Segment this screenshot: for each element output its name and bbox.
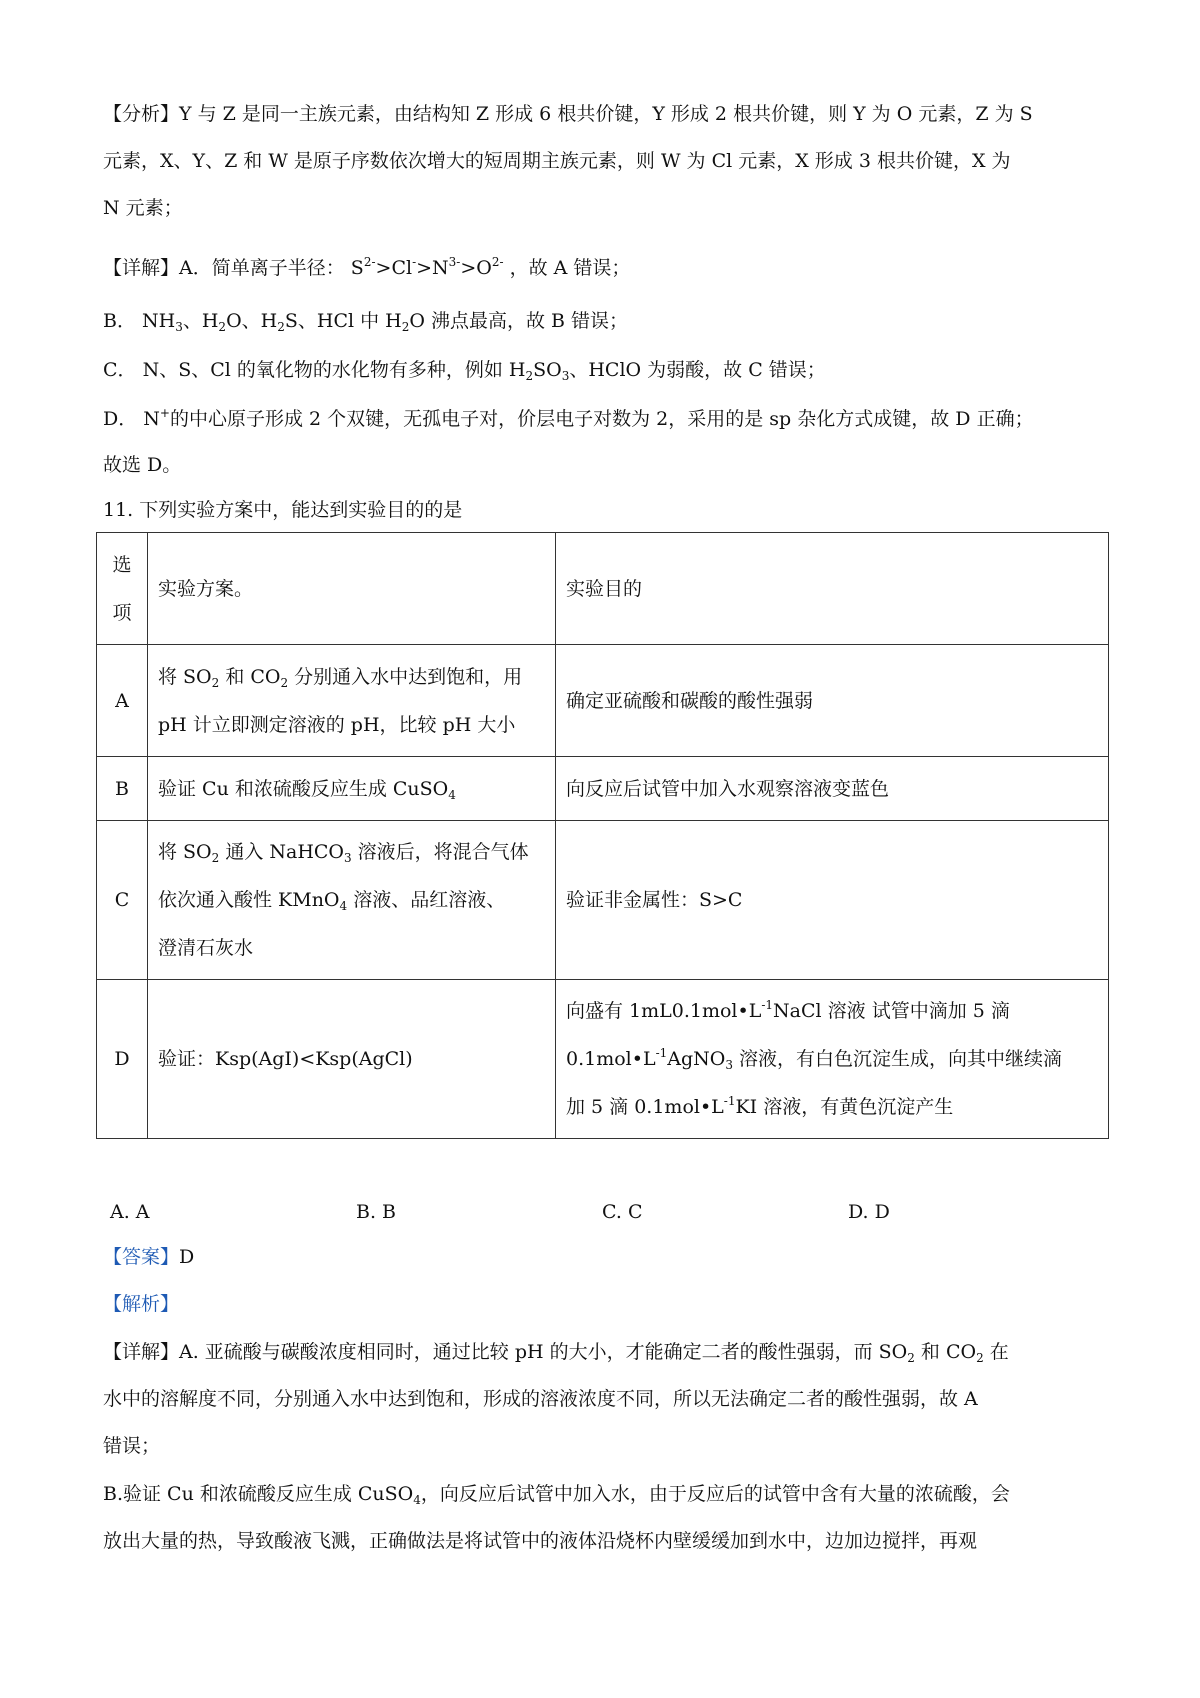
detail-a-prefix: 【详解】A．简单离子半径：	[103, 257, 345, 279]
purpose-cell: 向反应后试管中加入水观察溶液变蓝色	[556, 757, 1109, 821]
purpose-cell: 验证非金属性：S>C	[556, 821, 1109, 980]
choice-a: A. A	[110, 1201, 150, 1223]
header-purpose-cell: 实验目的	[556, 533, 1109, 645]
detail-conclusion: 故选 D。	[103, 454, 182, 476]
table-header-row	[97, 533, 1109, 645]
detail-c-line: C． N、S、Cl 的氧化物的水化物有多种，例如 $H_2SO_3$、HClO 为弱酸，故 C 错误；	[103, 359, 826, 383]
table-row	[97, 645, 1109, 757]
table-row	[97, 821, 1109, 980]
plan-cell: 验证 Cu 和浓硫酸反应生成 CuSO$_4$	[148, 757, 556, 821]
option-cell: B	[97, 757, 148, 821]
header-option-cell: 选 项	[97, 533, 148, 645]
plan-cell: 验证：Ksp(AgI)<Ksp(AgCl)	[148, 980, 556, 1139]
analysis-line-1: 【分析】Y 与 Z 是同一主族元素，由结构知 Z 形成 6 根共价键，Y 形成 2 根共价键，则 Y 为 O 元素，Z 为 S	[103, 103, 1033, 125]
answer-value: D	[179, 1246, 195, 1268]
header-plan-cell: 实验方案。	[148, 533, 556, 645]
table-row	[97, 757, 1109, 821]
analysis-label: 【解析】	[103, 1293, 180, 1315]
ionic-radius-formula: $S^{2-}>Cl^->N^{3-}>O^{2-}$	[350, 255, 504, 279]
question-stem: 11. 下列实验方案中，能达到实验目的的是	[103, 499, 463, 521]
detail-a-suffix: ，故 A 错误；	[509, 257, 631, 279]
bottom-detail-a-line-2: 水中的溶解度不同，分别通入水中达到饱和，形成的溶液浓度不同，所以无法确定二者的酸性强弱，故 A	[103, 1388, 978, 1410]
plan-cell: 将 $SO_2$ 通入 NaHCO$_3$ 溶液后，将混合气体 依次通入酸性 KMnO$_4$ 溶液、品红溶液、 澄清石灰水	[148, 821, 556, 980]
table-row	[97, 980, 1109, 1139]
option-cell: D	[97, 980, 148, 1139]
bottom-detail-a-line-1: 【详解】A. 亚硫酸与碳酸浓度相同时，通过比较 pH 的大小，才能确定二者的酸性强弱，而 $SO_2$ 和 $CO_2$ 在	[103, 1341, 1009, 1365]
bottom-detail-a-line-3: 错误；	[103, 1435, 161, 1457]
option-cell: C	[97, 821, 148, 980]
choice-d: D. D	[848, 1201, 890, 1223]
analysis-line-2: 元素，X、Y、Z 和 W 是原子序数依次增大的短周期主族元素，则 W 为 Cl 元素，X 形成 3 根共价键，X 为	[103, 150, 1011, 172]
choice-b: B. B	[356, 1201, 397, 1223]
choice-c: C. C	[602, 1201, 643, 1223]
answer-label: 【答案】	[103, 1246, 180, 1268]
detail-d-line: D． N+的中心原子形成 2 个双键，无孤电子对，价层电子对数为 2，采用的是 sp 杂化方式成键，故 D 正确；	[103, 406, 1034, 430]
purpose-cell: 向盛有 $1mL0.1mol•L^{-1}NaCl$ 溶液 试管中滴加 5 滴 $0.1mol•L^{-1}AgNO_3$ 溶液，有白色沉淀生成，向其中继续滴 加 5 滴 $0.1mol•L^{-1}KI$ 溶液，有黄色沉淀产生	[556, 980, 1109, 1139]
answer-line	[103, 1243, 194, 1271]
bottom-detail-b-line-2: 放出大量的热，导致酸液飞溅，正确做法是将试管中的液体沿烧杯内壁缓缓加到水中，边加边搅拌，再观	[103, 1530, 978, 1552]
plan-cell: 将 $SO_2$ 和 $CO_2$ 分别通入水中达到饱和，用 pH 计立即测定溶液的 pH，比较 pH 大小	[148, 645, 556, 757]
bottom-detail-b-line-1: B.验证 Cu 和浓硫酸反应生成 CuSO$_4$，向反应后试管中加入水，由于反应后的试管中含有大量的浓硫酸，会	[103, 1483, 1010, 1507]
analysis-line-3: N 元素；	[103, 197, 183, 219]
experiment-table	[96, 532, 1109, 1139]
purpose-cell: 确定亚硫酸和碳酸的酸性强弱	[556, 645, 1109, 757]
detail-b-line: B． $NH_3$、$H_2O$、$H_2S$、HCl 中 $H_2O$ 沸点最高，故 B 错误；	[103, 310, 629, 334]
option-cell: A	[97, 645, 148, 757]
answer-choices	[0, 1196, 1200, 1228]
detail-a-line	[103, 254, 630, 282]
